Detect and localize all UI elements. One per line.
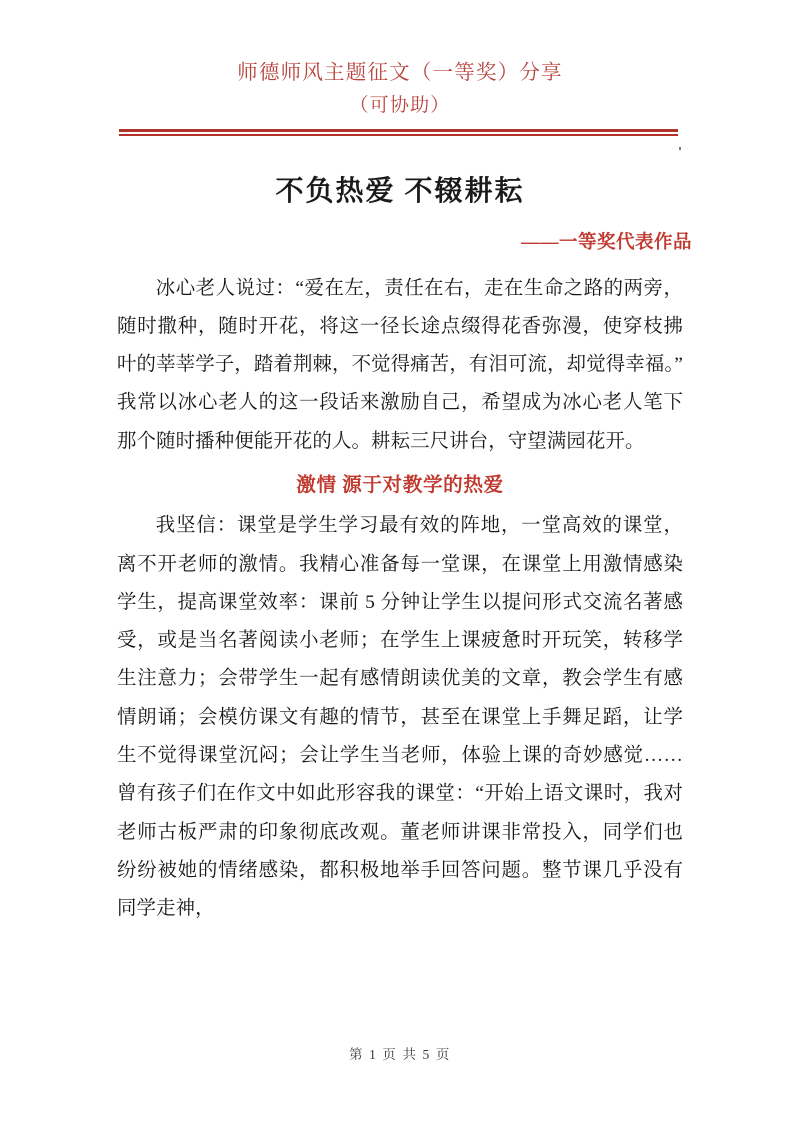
header-divider xyxy=(119,129,678,136)
document-body xyxy=(117,254,683,929)
body-paragraph-2: 我坚信：课堂是学生学习最有效的阵地，一堂高效的课堂，离不开老师的激情。我精心准备每一堂课，在课堂上用激情感染学生，提高课堂效率：课前 5 分钟让学生以提问形式交流名著感受，或是当名著阅读小老师；在学生上课疲惫时开玩笑，转移学生注意力；会带学生一起有感情朗读优美的文章，教会学生有感情朗诵；会模仿课文有趣的情节，甚至在课堂上手舞足蹈，让学生不觉得课堂沉闷；会让学生当老师，体验上课的奇妙感觉……曾有孩子们在作文中如此形容我的课堂：“开始上语文课时，我对老师古板严肃的印象彻底改观。董老师讲课非常投入，同学们也纷纷被她的情绪感染，都积极地举手回答问题。整节课几乎没有同学走神， xyxy=(117,515,683,920)
scan-speck-artifact xyxy=(679,147,681,150)
page-title: 不负热爱 不辍耕耘 xyxy=(275,175,525,207)
header-title-line2: （可协助） xyxy=(349,95,451,116)
page-header xyxy=(0,0,800,136)
title-attribution: ——一等奖代表作品 xyxy=(520,232,692,253)
header-title-line1: 师德师风主题征文（一等奖）分享 xyxy=(237,62,563,84)
section-heading-passion: 激情 源于对教学的热爱 xyxy=(296,474,504,496)
body-paragraph-1: 冰心老人说过：“爱在左，责任在右，走在生命之路的两旁，随时撒种，随时开花，将这一径长途点缀得花香弥漫，使穿枝拂叶的莘莘学子，踏着荆棘，不觉得痛苦，有泪可流，却觉得幸福。”我常以冰心老人的这一段话来激励自己，希望成为冰心老人笔下那个随时播种便能开花的人。耕耘三尺讲台，守望满园花开。 xyxy=(117,277,683,452)
page-footer: 第 1 页 共 5 页 xyxy=(349,1047,451,1062)
divider-thin-rule xyxy=(119,134,678,136)
